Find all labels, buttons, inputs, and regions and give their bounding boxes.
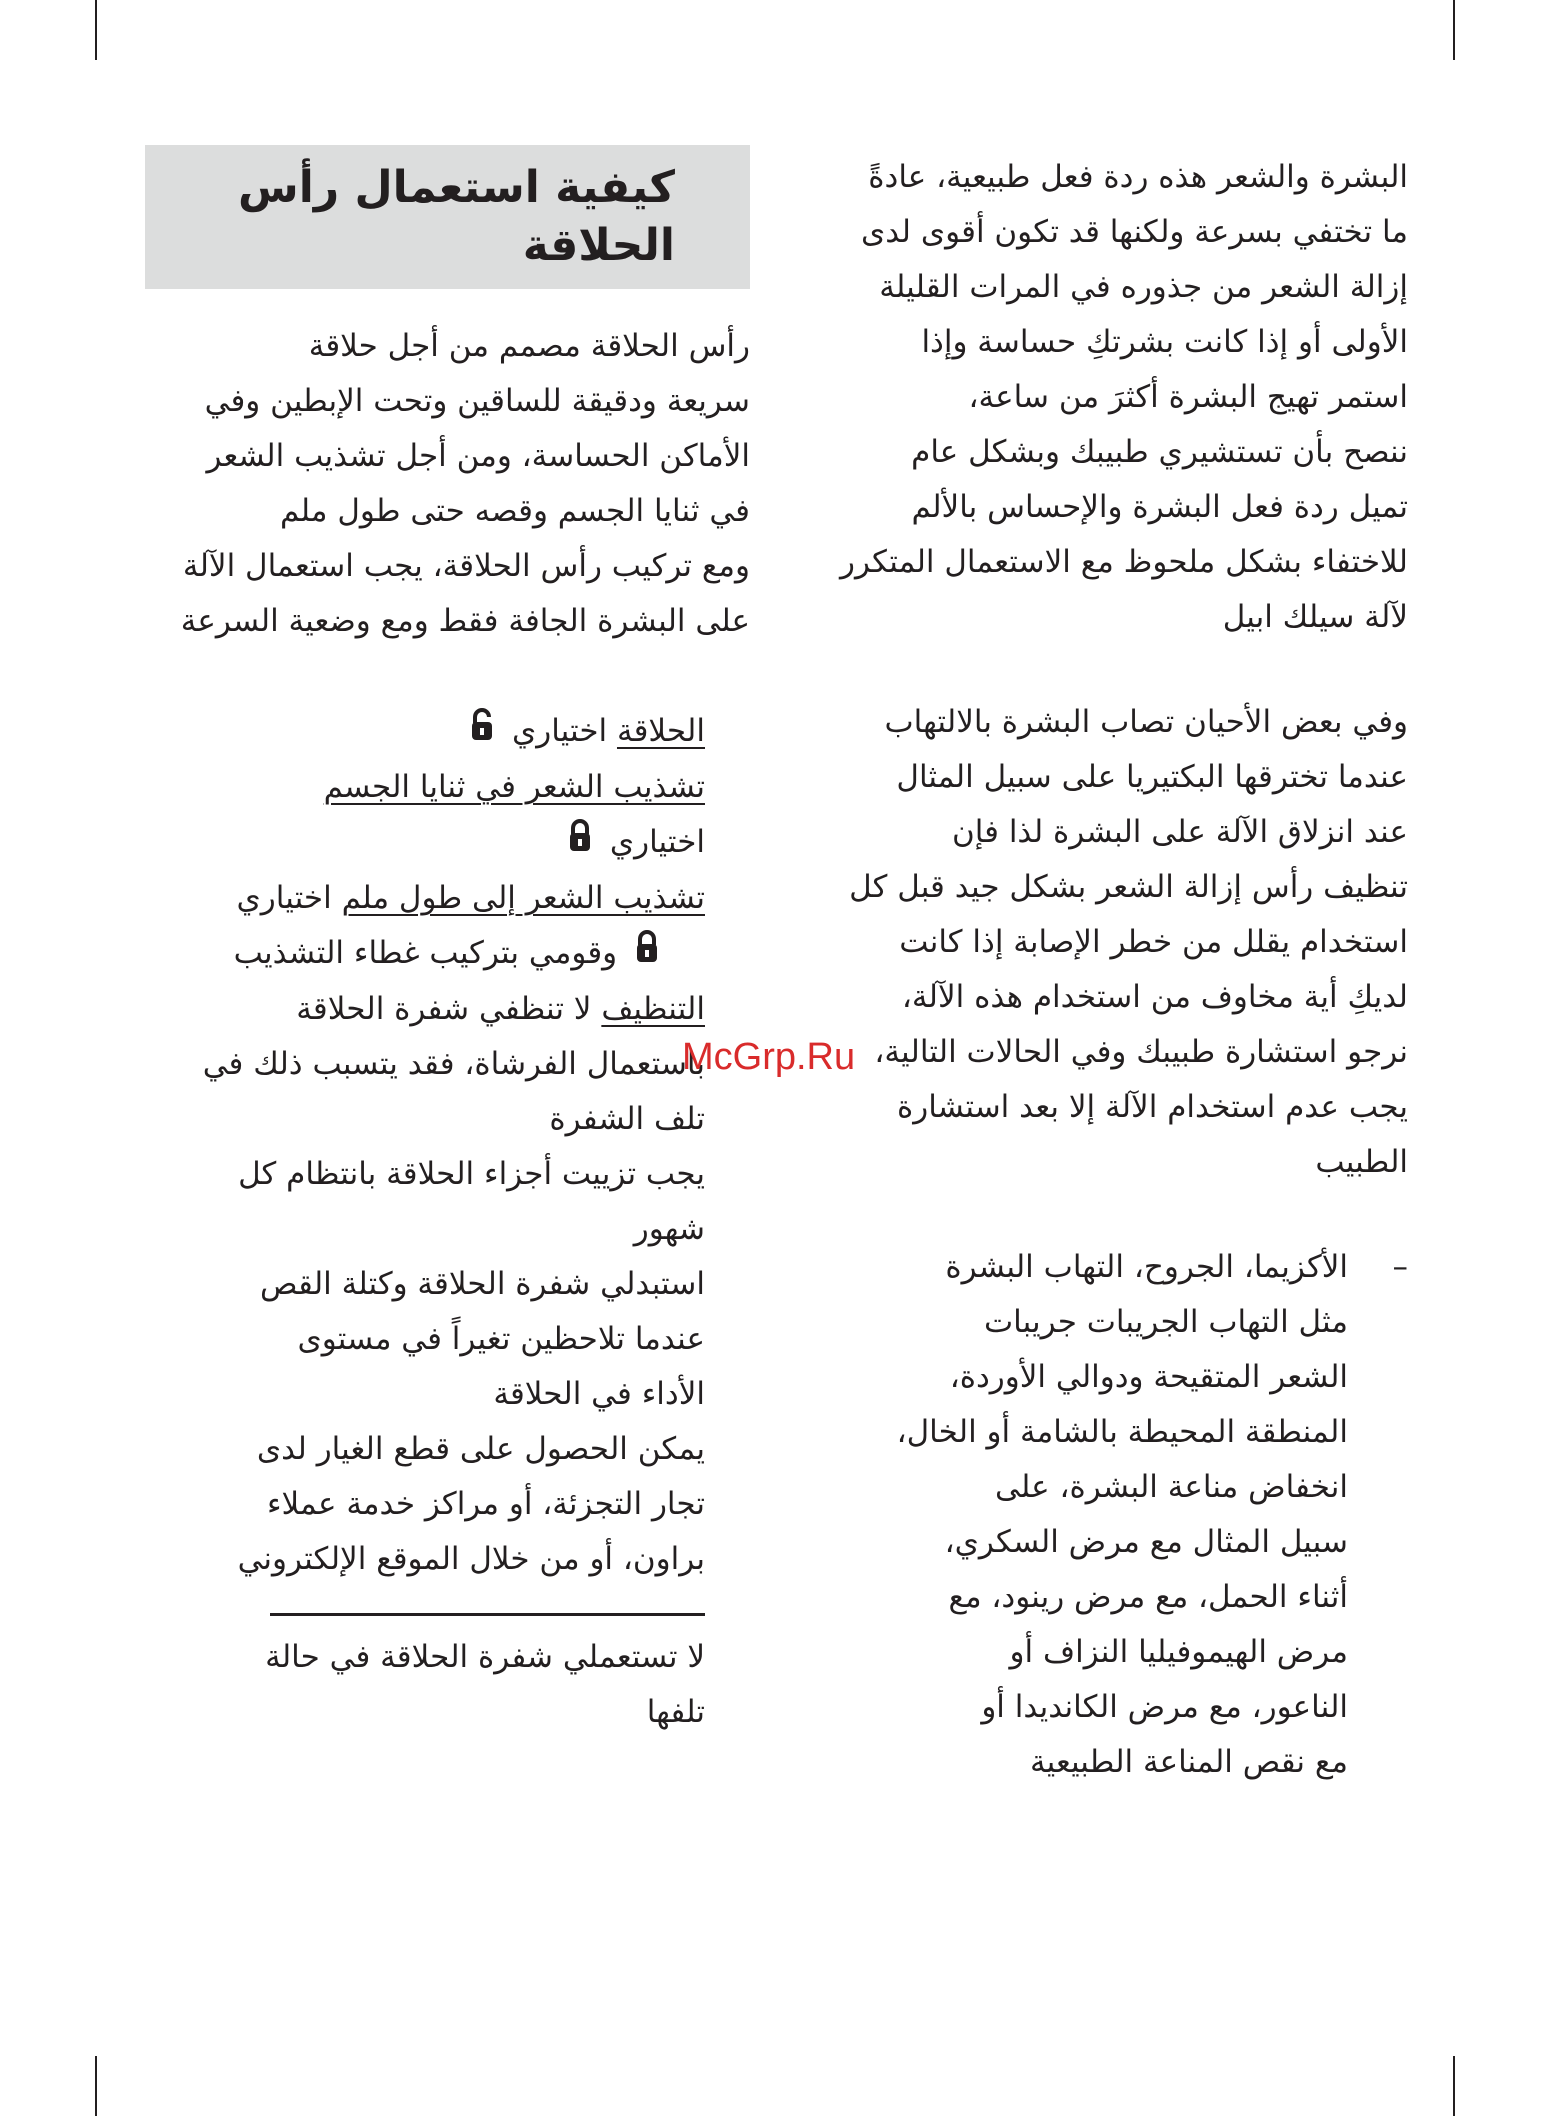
section-heading: كيفية استعمال رأس الحلاقة [145,145,750,289]
spare-parts-info: يمكن الحصول على قطع الغيار لدى تجار التجزئة، أو مراكز خدمة عملاء براون، أو من خلال الموقع الإلكتروني [237,1431,705,1577]
crop-mark-bottom-left [95,2056,97,2116]
crop-mark-top-left [95,0,97,60]
trim-cap-text: وقومي بتركيب غطاء التشذيب [233,935,618,971]
cleaning-label: التنظيف [601,991,705,1027]
crop-mark-top-right [1453,0,1455,60]
right-column [790,150,1408,1790]
trim-length-line [145,871,705,926]
shaving-optional: اختياري [511,713,617,749]
skin-reaction-paragraph: البشرة والشعر هذه ردة فعل طبيعية، عادةً ما تختفي بسرعة ولكنها قد تكون أقوى لدى إزالة الشعر من جذوره في المرات القليلة الأولى أو إذا كانت بشرتكِ حساسة وإذا استمر تهيج البشرة أكثرَ من ساعة، ننصح بأن تستشيري طبيبك وبشكل عام تميل ردة فعل البشرة والإحساس بالألم للاختفاء بشكل ملحوظ مع الاستعمال المتكرر لآلة سيلك ابيل [840,159,1408,635]
body-trim-line [145,760,705,815]
trim-length-label: تشذيب الشعر إلى طول ملم [341,880,705,916]
damaged-foil-warning: لا تستعملي شفرة الحلاقة في حالة تلفها [265,1639,705,1730]
shaver-head-intro: رأس الحلاقة مصمم من أجل حلاقة سريعة ودقيقة للساقين وتحت الإبطين وفي الأماكن الحساسة، ومن أجل تشذيب الشعر في ثنايا الجسم وقصه حتى طول ملم ومع تركيب رأس الحلاقة، يجب استعمال الآلة على البشرة الجافة فقط ومع وضعية السرعة [180,328,750,639]
optional-label: اختياري [609,824,705,860]
optional-line [145,815,705,871]
oiling-instruction: يجب تزييت أجزاء الحلاقة بانتظام كل شهور [238,1156,705,1247]
list-item [790,1240,1408,1790]
trim-length-optional: اختياري [236,880,342,916]
divider-rule [270,1613,705,1616]
lock-closed-icon [568,816,592,871]
lock-open-icon [470,705,494,760]
lock-closed-icon [635,927,659,982]
skin-inflammation-paragraph: وفي بعض الأحيان تصاب البشرة بالالتهاب عندما تخترقها البكتيريا على سبيل المثال عند انزلاق الآلة على البشرة لذا فإن تنظيف رأس إزالة الشعر بشكل جيد قبل كل استخدام يقلل من خطر الإصابة إذا كانت لديكِ أية مخاوف من استخدام هذه الآلة، نرجو استشارة طبيبك وفي الحالات التالية، يجب عدم استخدام الآلة إلا بعد استشارة الطبيب [849,704,1408,1180]
cleaning-line [145,982,705,1037]
brush-warning: باستعمال الفرشاة، فقد يتسبب ذلك في تلف الشفرة [202,1046,705,1137]
list-dash: – [1392,1249,1408,1285]
shaving-line [145,704,705,760]
left-column [145,145,750,1740]
shaving-label: الحلاقة [616,713,705,749]
replace-foil-instruction: استبدلي شفرة الحلاقة وكتلة القص عندما تلاحظين تغيراً في مستوى الأداء في الحلاقة [260,1266,705,1412]
body-trim-label: تشذيب الشعر في ثنايا الجسم [323,769,705,805]
watermark: McGrp.Ru [682,1036,856,1078]
crop-mark-bottom-right [1453,2056,1455,2116]
conditions-list-text: الأكزيما، الجروح، التهاب البشرة مثل التهاب الجريبات جريبات الشعر المتقيحة ودوالي الأوردة، المنطقة المحيطة بالشامة أو الخال، انخفاض مناعة البشرة، على سبيل المثال مع مرض السكري، أثناء الحمل، مع مرض رينود، مع مرض الهيموفيليا النزاف أو الناعور، مع مرض الكانديدا أو مع نقص المناعة الطبيعية [896,1249,1348,1780]
cleaning-text: لا تنظفي شفرة الحلاقة [296,991,602,1027]
trim-cap-line [145,926,705,982]
